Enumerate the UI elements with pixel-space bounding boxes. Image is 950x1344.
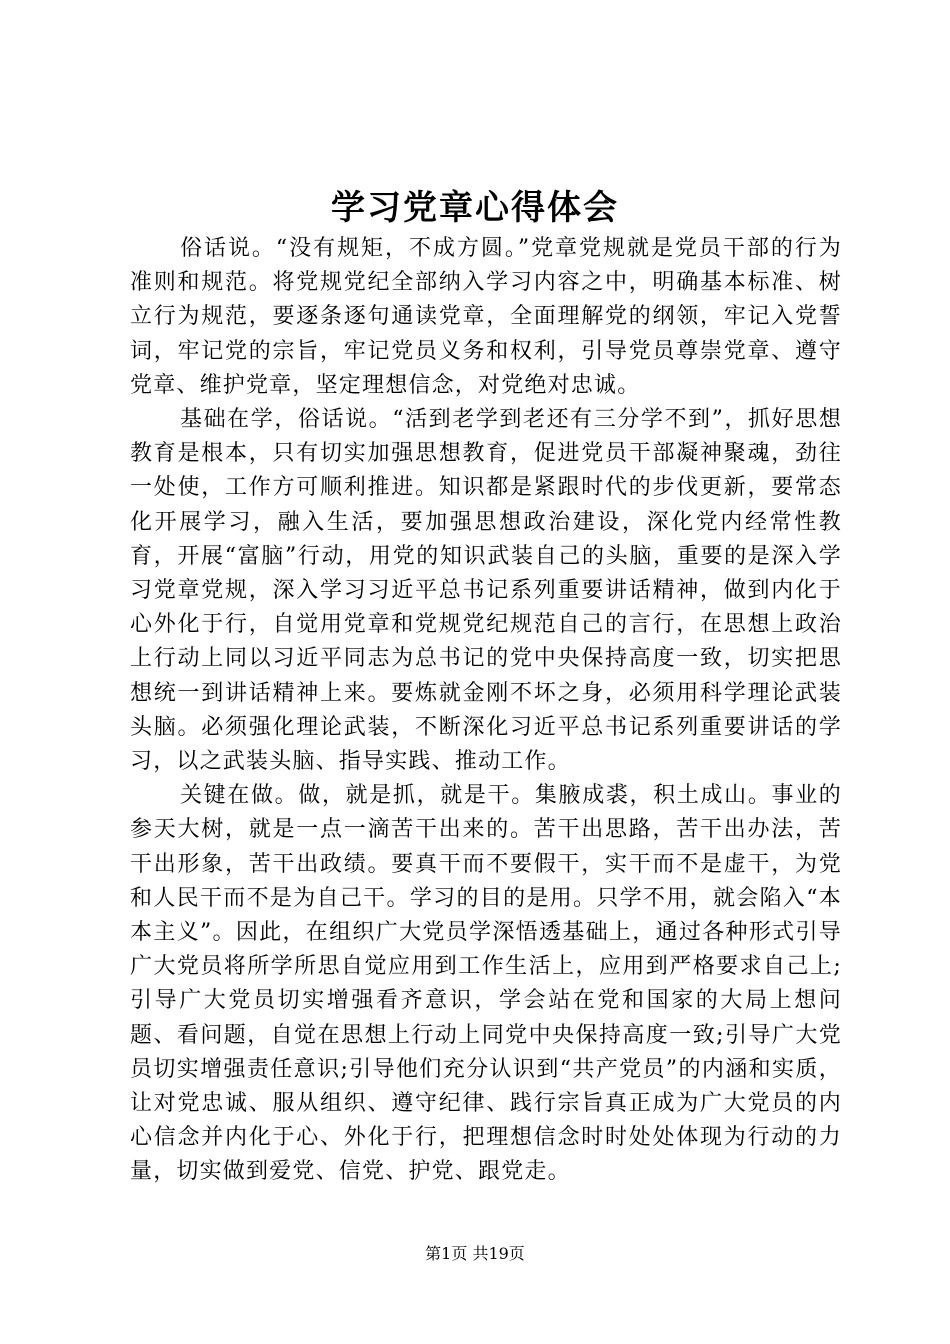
document-title: 学习党章心得体会 — [331, 188, 619, 228]
document-body — [130, 232, 842, 1190]
paragraph-2: 基础在学，俗话说。“活到老学到老还有三分学不到”，抓好思想教育是根本，只有切实加强思想教育，促进党员干部凝神聚魂，劲往一处使，工作方可顺利推进。知识都是紧跟时代的步伐更新，要常态化开展学习，融入生活，要加强思想政治建设，深化党内经常性教育，开展“富脑”行动，用党的知识武装自己的头脑，重要的是深入学习党章党规，深入学习习近平总书记系列重要讲话精神，做到内化于心外化于行，自觉用党章和党规党纪规范自己的言行，在思想上政治上行动上同以习近平同志为总书记的党中央保持高度一致，切实把思想统一到讲话精神上来。要炼就金刚不坏之身，必须用科学理论武装头脑。必须强化理论武装，不断深化习近平总书记系列重要讲话的学习，以之武装头脑、指导实践、推动工作。 — [130, 407, 842, 775]
page-number-footer: 第1页 共19页 — [425, 1244, 525, 1263]
paragraph-1: 俗话说。“没有规矩，不成方圆。”党章党规就是党员干部的行为准则和规范。将党规党纪全部纳入学习内容之中，明确基本标准、树立行为规范，要逐条逐句通读党章，全面理解党的纲领，牢记入党誓词，牢记党的宗旨，牢记党员义务和权利，引导党员尊崇党章、遵守党章、维护党章，坚定理想信念，对党绝对忠诚。 — [130, 236, 842, 398]
paragraph-3: 关键在做。做，就是抓，就是干。集腋成裘，积土成山。事业的参天大树，就是一点一滴苦干出来的。苦干出思路，苦干出办法，苦干出形象，苦干出政绩。要真干而不要假干，实干而不是虚干，为党和人民干而不是为自己干。学习的目的是用。只学不用，就会陷入“本本主义”。因此，在组织广大党员学深悟透基础上，通过各种形式引导广大党员将所学所思自觉应用到工作生活上，应用到严格要求自己上;引导广大党员切实增强看齐意识，学会站在党和国家的大局上想问题、看问题，自觉在思想上行动上同党中央保持高度一致;引导广大党员切实增强责任意识;引导他们充分认识到“共产党员”的内涵和实质，让对党忠诚、服从组织、遵守纪律、践行宗旨真正成为广大党员的内心信念并内化于心、外化于行，把理想信念时时处处体现为行动的力量，切实做到爱党、信党、护党、跟党走。 — [130, 783, 842, 1185]
